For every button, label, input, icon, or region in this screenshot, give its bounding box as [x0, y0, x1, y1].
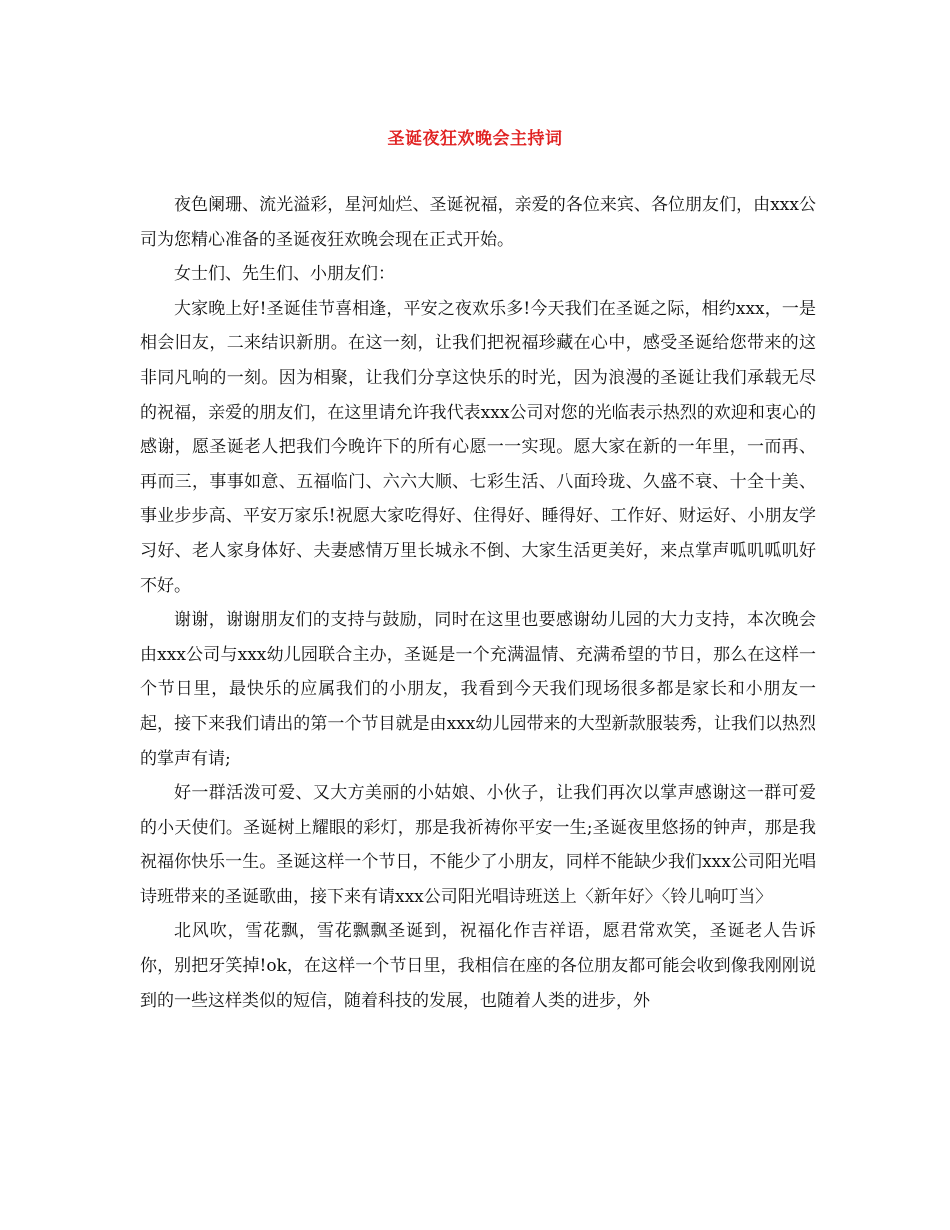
- paragraph-north-wind: 北风吹，雪花飘，雪花飘飘圣诞到，祝福化作吉祥语，愿君常欢笑，圣诞老人告诉你，别把牙笑掉!ok，在这样一个节日里，我相信在座的各位朋友都可能会收到像我刚刚说到的一些这样类似的短信，随着科技的发展，也随着人类的进步，外: [140, 921, 816, 1011]
- document-body: [140, 188, 816, 1018]
- paragraph-opening: 夜色阑珊、流光溢彩，星河灿烂、圣诞祝福，亲爱的各位来宾、各位朋友们，由xxx公司为您精心准备的圣诞夜狂欢晚会现在正式开始。: [140, 195, 816, 250]
- paragraph-welcome: 大家晚上好!圣诞佳节喜相逢，平安之夜欢乐多!今天我们在圣诞之际，相约xxx，一是相会旧友，二来结识新朋。在这一刻，让我们把祝福珍藏在心中，感受圣诞给您带来的这非同凡响的一刻。因为相聚，让我们分享这快乐的时光，因为浪漫的圣诞让我们承载无尽的祝福，亲爱的朋友们，在这里请允许我代表xxx公司对您的光临表示热烈的欢迎和衷心的感谢，愿圣诞老人把我们今晚许下的所有心愿一一实现。愿大家在新的一年里，一而再、再而三，事事如意、五福临门、六六大顺、七彩生活、八面玲珑、久盛不衰、十全十美、事业步步高、平安万家乐!祝愿大家吃得好、住得好、睡得好、工作好、财运好、小朋友学习好、老人家身体好、夫妻感情万里长城永不倒、大家生活更美好，来点掌声呱叽呱叽好不好。: [140, 298, 816, 596]
- paragraph-choir: 好一群活泼可爱、又大方美丽的小姑娘、小伙子，让我们再次以掌声感谢这一群可爱的小天使们。圣诞树上耀眼的彩灯，那是我祈祷你平安一生;圣诞夜里悠扬的钟声，那是我祝福你快乐一生。圣诞这样一个节日，不能少了小朋友，同样不能缺少我们xxx公司阳光唱诗班带来的圣诞歌曲，接下来有请xxx公司阳光唱诗班送上〈新年好〉〈铃儿响叮当〉: [140, 783, 816, 907]
- document-title: 圣诞夜狂欢晚会主持词: [387, 129, 563, 149]
- paragraph-greeting: 女士们、先生们、小朋友们：: [174, 264, 395, 285]
- paragraph-thanks: 谢谢，谢谢朋友们的支持与鼓励，同时在这里也要感谢幼儿园的大力支持，本次晚会由xxx公司与xxx幼儿园联合主办，圣诞是一个充满温情、充满希望的节日，那么在这样一个节日里，最快乐的应属我们的小朋友，我看到今天我们现场很多都是家长和小朋友一起，接下来我们请出的第一个节目就是由xxx幼儿园带来的大型新款服装秀，让我们以热烈的掌声有请;: [140, 610, 816, 769]
